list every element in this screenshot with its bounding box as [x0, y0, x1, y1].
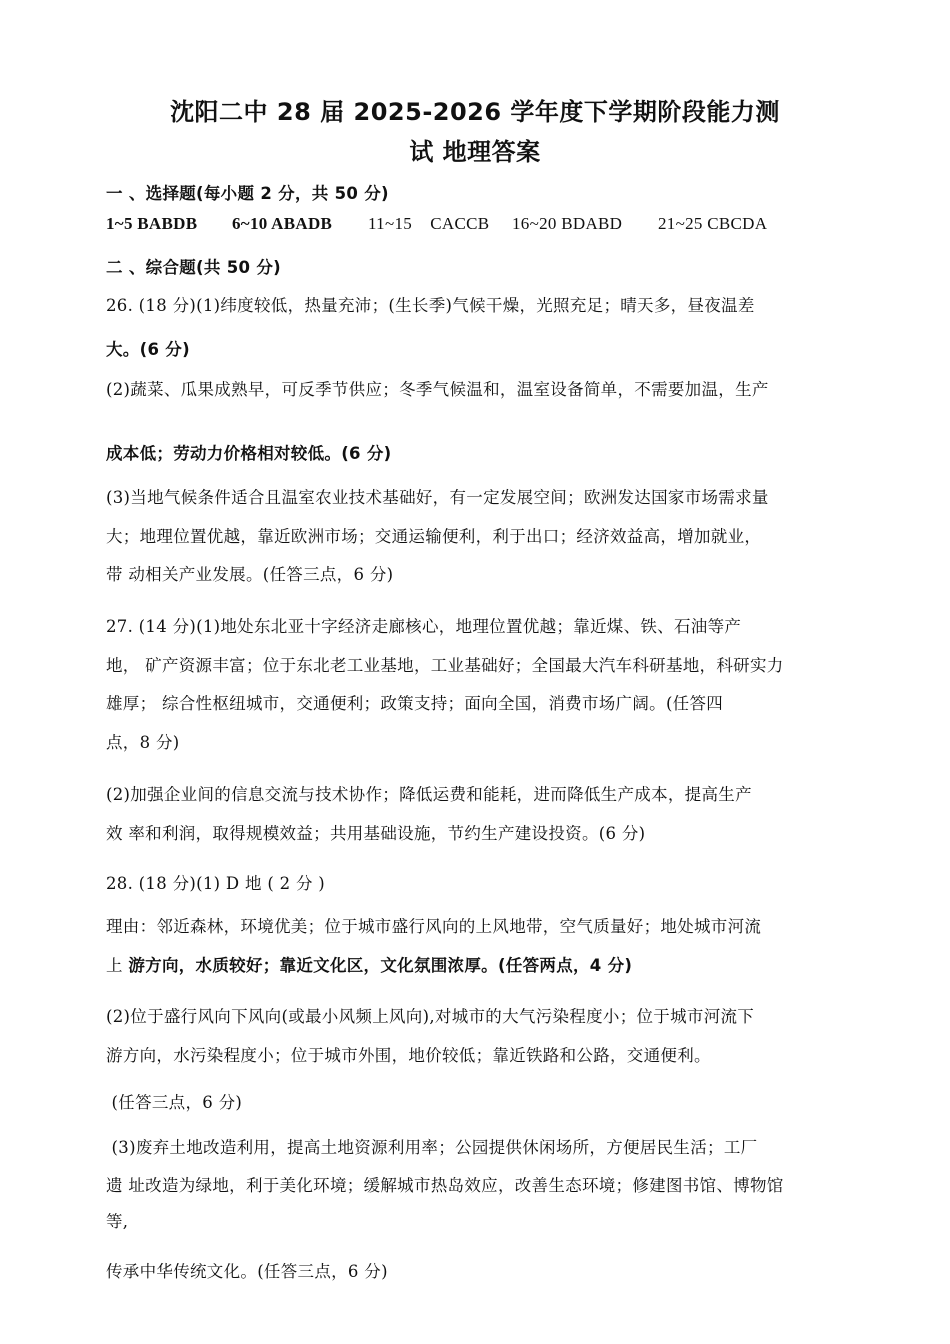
q26-line2: 大。(6 分)	[106, 340, 190, 359]
q27-line6: 效 率和利润，取得规模效益；共用基础设施，节约生产建设投资。(6 分)	[106, 824, 646, 843]
section2-header: 二 、综合题(共 50 分)	[106, 258, 281, 277]
page-title-line1: 沈阳二中 28 届 2025-2026 学年度下学期阶段能力测	[170, 98, 780, 126]
answers-11-15: 11~15 CACCB	[368, 214, 490, 233]
q26-line1: 26. (18 分)(1)纬度较低，热量充沛；(生长季)气候干燥，光照充足；晴天多，昼夜温差	[106, 296, 755, 315]
section1-header: 一 、选择题(每小题 2 分，共 50 分)	[106, 184, 389, 203]
q28-line3-bold: 游方向，水质较好；靠近文化区，文化氛围浓厚。(任答两点，4 分)	[128, 956, 633, 975]
q26-line6: 大；地理位置优越，靠近欧洲市场；交通运输便利，利于出口；经济效益高，增加就业，	[106, 527, 762, 546]
q28-line2: 理由：邻近森林，环境优美；位于城市盛行风向的上风地带，空气质量好；地处城市河流	[106, 917, 762, 936]
q28-line8: 遗 址改造为绿地，利于美化环境；缓解城市热岛效应，改善生态环境；修建图书馆、博物馆	[106, 1176, 784, 1195]
q26-line3: (2)蔬菜、瓜果成熟早，可反季节供应；冬季气候温和，温室设备简单，不需要加温，生产	[106, 380, 769, 399]
multiple-choice-answers	[106, 214, 836, 234]
q26-line4: 成本低；劳动力价格相对较低。(6 分)	[106, 444, 392, 463]
q28-line1: 28. (18 分)(1) D 地 ( 2 分 )	[106, 874, 326, 893]
page-title-line2: 试 地理答案	[409, 138, 541, 166]
q28-line5: 游方向，水污染程度小；位于城市外围，地价较低；靠近铁路和公路，交通便利。	[106, 1046, 711, 1065]
q28-line10: 传承中华传统文化。(任答三点，6 分)	[106, 1262, 388, 1281]
q26-line5: (3)当地气候条件适合且温室农业技术基础好，有一定发展空间；欧洲发达国家市场需求量	[106, 488, 769, 507]
q27-line1: 27. (14 分)(1)地处东北亚十字经济走廊核心，地理位置优越；靠近煤、铁、石油等产	[106, 617, 742, 636]
answers-6-10: 6~10 ABADB	[232, 214, 333, 233]
q27-line2: 地， 矿产资源丰富；位于东北老工业基地，工业基础好；全国最大汽车科研基地，科研实力	[106, 656, 784, 675]
q28-line9: 等,	[106, 1212, 129, 1231]
q27-line3: 雄厚； 综合性枢纽城市，交通便利；政策支持；面向全国，消费市场广阔。(任答四	[106, 694, 724, 713]
q27-line4: 点，8 分)	[106, 733, 180, 752]
q28-line6: (任答三点，6 分)	[106, 1093, 243, 1112]
q28-line3-prefix: 上	[106, 956, 129, 975]
q28-line4: (2)位于盛行风向下风向(或最小风频上风向),对城市的大气污染程度小；位于城市河流下	[106, 1007, 755, 1026]
q28-line7: (3)废弃土地改造利用，提高土地资源利用率；公园提供休闲场所，方便居民生活；工厂	[106, 1138, 758, 1157]
q28-line3	[106, 952, 836, 976]
answers-16-20: 16~20 BDABD	[512, 214, 623, 233]
q26-line7: 带 动相关产业发展。(任答三点，6 分)	[106, 565, 394, 584]
answers-21-25: 21~25 CBCDA	[658, 214, 768, 233]
answers-1-5: 1~5 BABDB	[106, 214, 198, 233]
q27-line5: (2)加强企业间的信息交流与技术协作；降低运费和能耗，进而降低生产成本，提高生产	[106, 785, 752, 804]
